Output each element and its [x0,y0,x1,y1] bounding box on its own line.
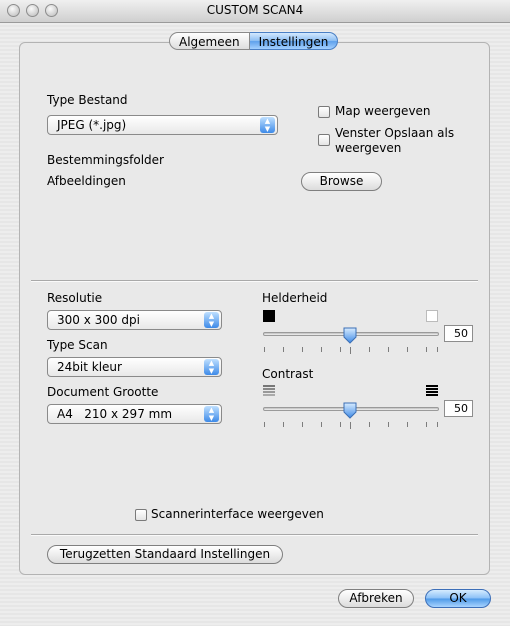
file-type-select[interactable] [47,115,278,135]
brightness-slider-thumb[interactable] [343,327,357,344]
ok-button[interactable]: OK [425,589,491,608]
show-folder-label: Map weergeven [335,104,431,118]
scan-type-select[interactable] [47,357,222,377]
brightness-label: Helderheid [262,291,328,305]
brightness-value-field[interactable]: 50 [444,325,473,342]
scan-type-value: 24bit kleur [57,360,122,374]
contrast-label: Contrast [262,367,314,381]
destination-folder-value: Afbeeldingen [47,174,126,188]
save-as-window-label-line1: Venster Opslaan als [335,126,455,140]
resolution-select[interactable] [47,310,222,330]
file-type-label: Type Bestand [47,93,128,107]
popup-arrows-icon: ▲ ▼ [204,312,219,328]
cancel-button[interactable]: Afbreken [338,589,414,608]
file-type-value: JPEG (*.jpg) [57,118,127,132]
destination-folder-label: Bestemmingsfolder [47,153,164,167]
scanner-interface-label: Scannerinterface weergeven [151,507,324,521]
high-contrast-icon [426,385,438,397]
tab-algemeen[interactable]: Algemeen [169,32,250,50]
brightness-ticks [263,347,439,353]
tab-instellingen[interactable]: Instellingen [250,32,339,50]
popup-arrows-icon: ▲ ▼ [204,406,219,422]
low-contrast-icon [263,385,275,397]
contrast-ticks [263,422,439,428]
popup-arrows-icon: ▲ ▼ [260,117,275,133]
dark-brightness-icon [263,310,275,322]
document-size-label: Document Grootte [47,385,159,399]
document-size-value: A4 210 x 297 mm [57,407,173,421]
resolution-value: 300 x 300 dpi [57,313,140,327]
title-bar [0,0,510,23]
scanner-interface-checkbox[interactable] [135,509,147,521]
browse-button[interactable]: Browse [301,172,382,191]
window-title: CUSTOM SCAN4 [206,3,304,17]
contrast-value-field[interactable]: 50 [444,400,473,417]
section-divider [31,534,478,536]
resolution-label: Resolutie [47,291,103,305]
document-size-select[interactable] [47,404,222,424]
reset-defaults-button[interactable]: Terugzetten Standaard Instellingen [47,545,283,564]
save-as-window-label-line2: weergeven [335,141,402,155]
section-divider [31,280,478,282]
save-as-window-checkbox[interactable] [318,134,330,146]
contrast-slider-thumb[interactable] [343,402,357,419]
light-brightness-icon [426,310,438,322]
popup-arrows-icon: ▲ ▼ [204,359,219,375]
tab-bar [169,32,338,50]
show-folder-checkbox[interactable] [318,106,330,118]
scan-type-label: Type Scan [47,338,108,352]
